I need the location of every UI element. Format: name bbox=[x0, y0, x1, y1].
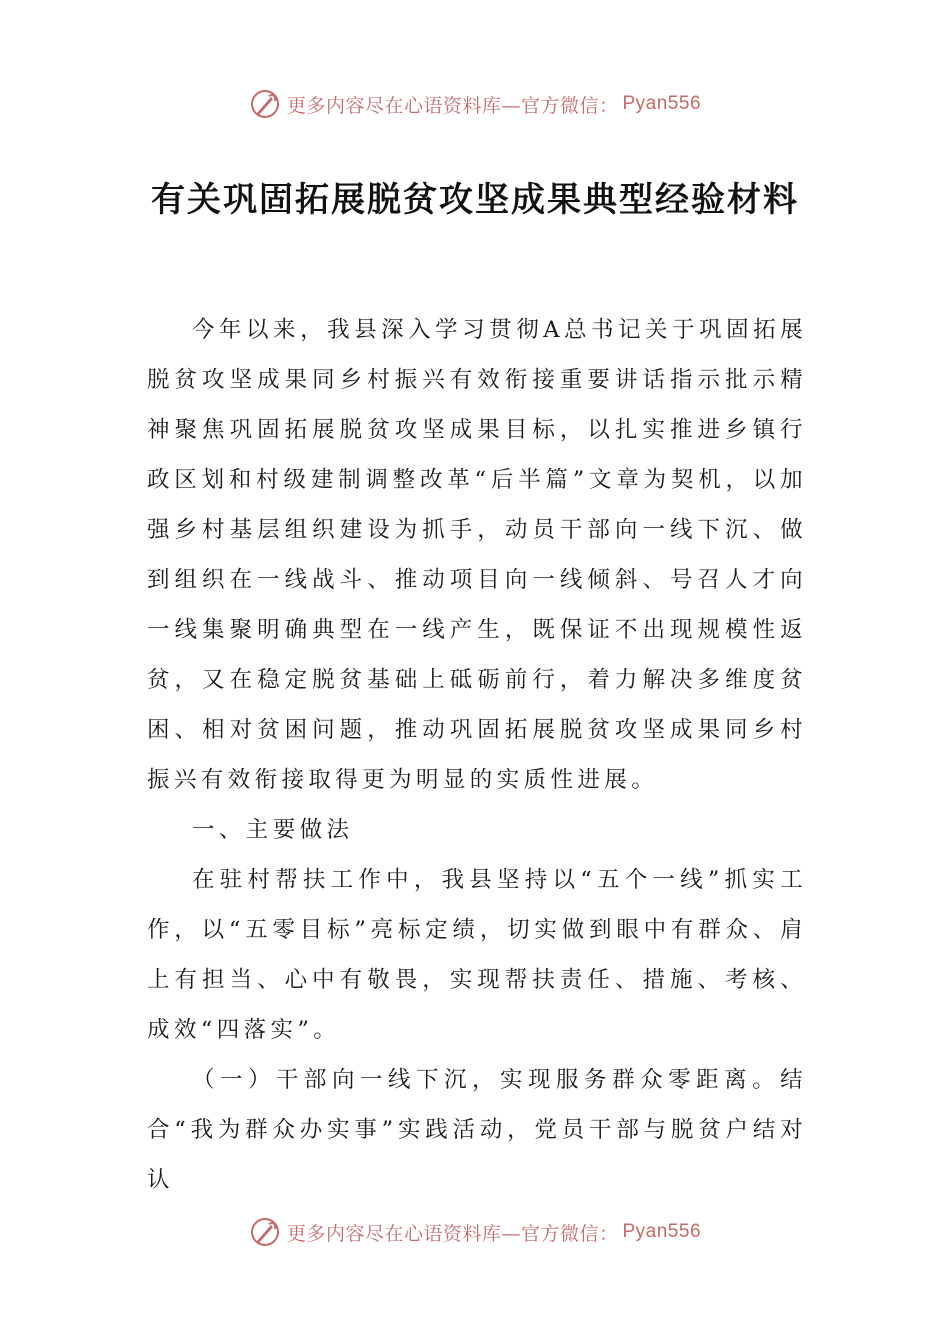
paragraph-subsection-1: （一）干部向一线下沉，实现服务群众零距离。结合“我为群众办实事”实践活动，党员干部与脱贫户结对认 bbox=[147, 1067, 807, 1193]
quill-logo-icon bbox=[249, 88, 281, 120]
watermark-footer bbox=[0, 1212, 950, 1252]
paragraph-intro: 今年以来，我县深入学习贯彻A总书记关于巩固拓展脱贫攻坚成果同乡村振兴有效衔接重要讲话指示批示精神聚焦巩固拓展脱贫攻坚成果目标，以扎实推进乡镇行政区划和村级建制调整改革“后半篇”文章为契机，以加强乡村基层组织建设为抓手，动员干部向一线下沉、做到组织在一线战斗、推动项目向一线倾斜、号召人才向一线集聚明确典型在一线产生，既保证不出现规模性返贫，又在稳定脱贫基础上砥砺前行，着力解决多维度贫困、相对贫困问题，推动巩固拓展脱贫攻坚成果同乡村振兴有效衔接取得更为明显的实质性进展。 bbox=[147, 317, 807, 793]
document-title: 有关巩固拓展脱贫攻坚成果典型经验材料 bbox=[151, 180, 799, 220]
paragraph-practice: 在驻村帮扶工作中，我县坚持以“五个一线”抓实工作，以“五零目标”亮标定绩，切实做到眼中有群众、肩上有担当、心中有敬畏，实现帮扶责任、措施、考核、成效“四落实”。 bbox=[147, 867, 807, 1043]
watermark-text: 更多内容尽在心语资料库—官方微信： bbox=[286, 1222, 619, 1245]
quill-logo-icon bbox=[249, 1216, 281, 1248]
document-body bbox=[147, 305, 807, 1205]
watermark-header bbox=[0, 84, 950, 124]
section-heading: 一、主要做法 bbox=[192, 817, 354, 843]
watermark-account: Pyan556 bbox=[622, 93, 702, 114]
watermark-account: Pyan556 bbox=[622, 1221, 702, 1242]
watermark-text: 更多内容尽在心语资料库—官方微信： bbox=[286, 94, 619, 117]
